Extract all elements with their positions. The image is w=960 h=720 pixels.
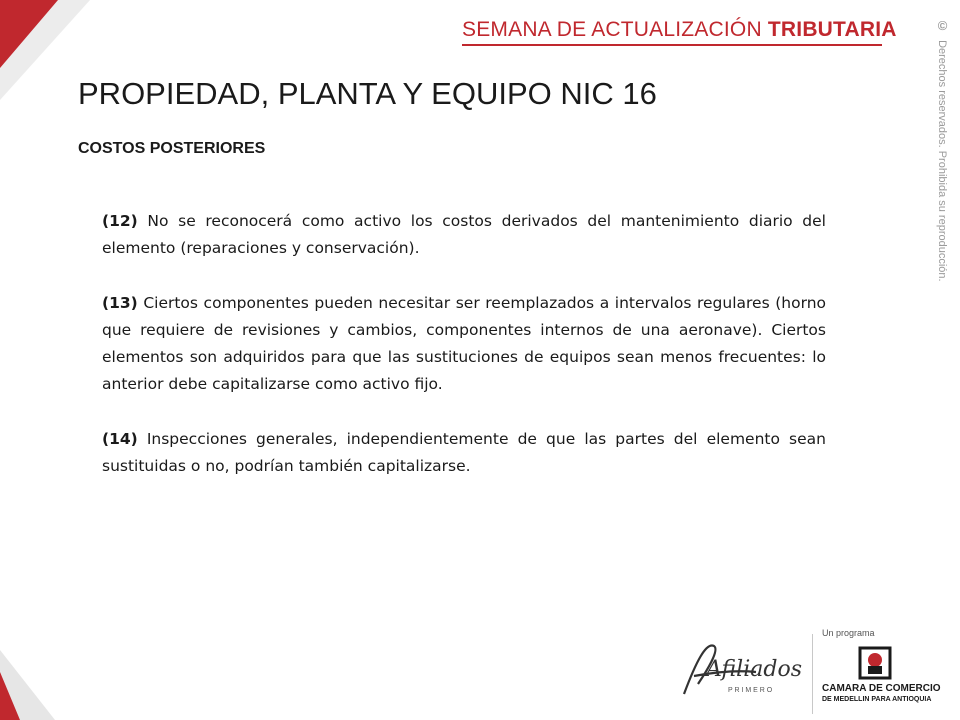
banner-underline (462, 44, 882, 46)
event-banner-bold: TRIBUTARIA (767, 18, 897, 41)
corner-accent-bottom (0, 672, 20, 720)
copyright-text: Derechos reservados. Prohibida su reproducción. (936, 40, 948, 282)
afiliados-primero-logo (676, 632, 806, 710)
program-label: Un programa (822, 628, 875, 638)
corner-accent-top (0, 0, 58, 68)
paragraph-14 (102, 426, 826, 480)
footer-divider (812, 634, 813, 714)
paragraph-number: (13) (102, 294, 138, 312)
afiliados-sub: P R I M E R O (728, 687, 773, 694)
camara-name: CAMARA DE COMERCIO (822, 683, 941, 694)
paragraph-number: (14) (102, 430, 138, 448)
paragraph-text: Inspecciones generales, independientemente de que las partes del elemento sean sustituidas o no, podrían también capitalizarse. (102, 430, 826, 475)
paragraph-text: No se reconocerá como activo los costos derivados del mantenimiento diario del elemento (reparaciones y conservación). (102, 212, 826, 257)
paragraph-number: (12) (102, 212, 138, 230)
slide-body (102, 208, 826, 508)
paragraph-13 (102, 290, 826, 398)
paragraph-text: Ciertos componentes pueden necesitar ser reemplazados a intervalos regulares (horno que requiere de revisiones y cambios, componentes internos de una aeronave). Ciertos elementos son adquiridos para que las sustituciones de equipos sean menos frecuentes: lo anterior debe capitalizarse como activo fijo. (102, 294, 826, 393)
afiliados-script: Afiliados (706, 657, 802, 682)
copyright-icon: © (935, 18, 950, 33)
copyright-note (926, 18, 950, 288)
camara-sub: DE MEDELLIN PARA ANTIOQUIA (822, 696, 932, 703)
section-title: COSTOS POSTERIORES (78, 140, 266, 157)
camara-comercio-logo-icon (858, 646, 892, 680)
page-title: PROPIEDAD, PLANTA Y EQUIPO NIC 16 (78, 76, 657, 111)
camara-comercio-logo-text (822, 683, 952, 705)
event-banner (462, 18, 897, 42)
event-banner-light: SEMANA DE ACTUALIZACIÓN (462, 18, 762, 41)
paragraph-12 (102, 208, 826, 262)
